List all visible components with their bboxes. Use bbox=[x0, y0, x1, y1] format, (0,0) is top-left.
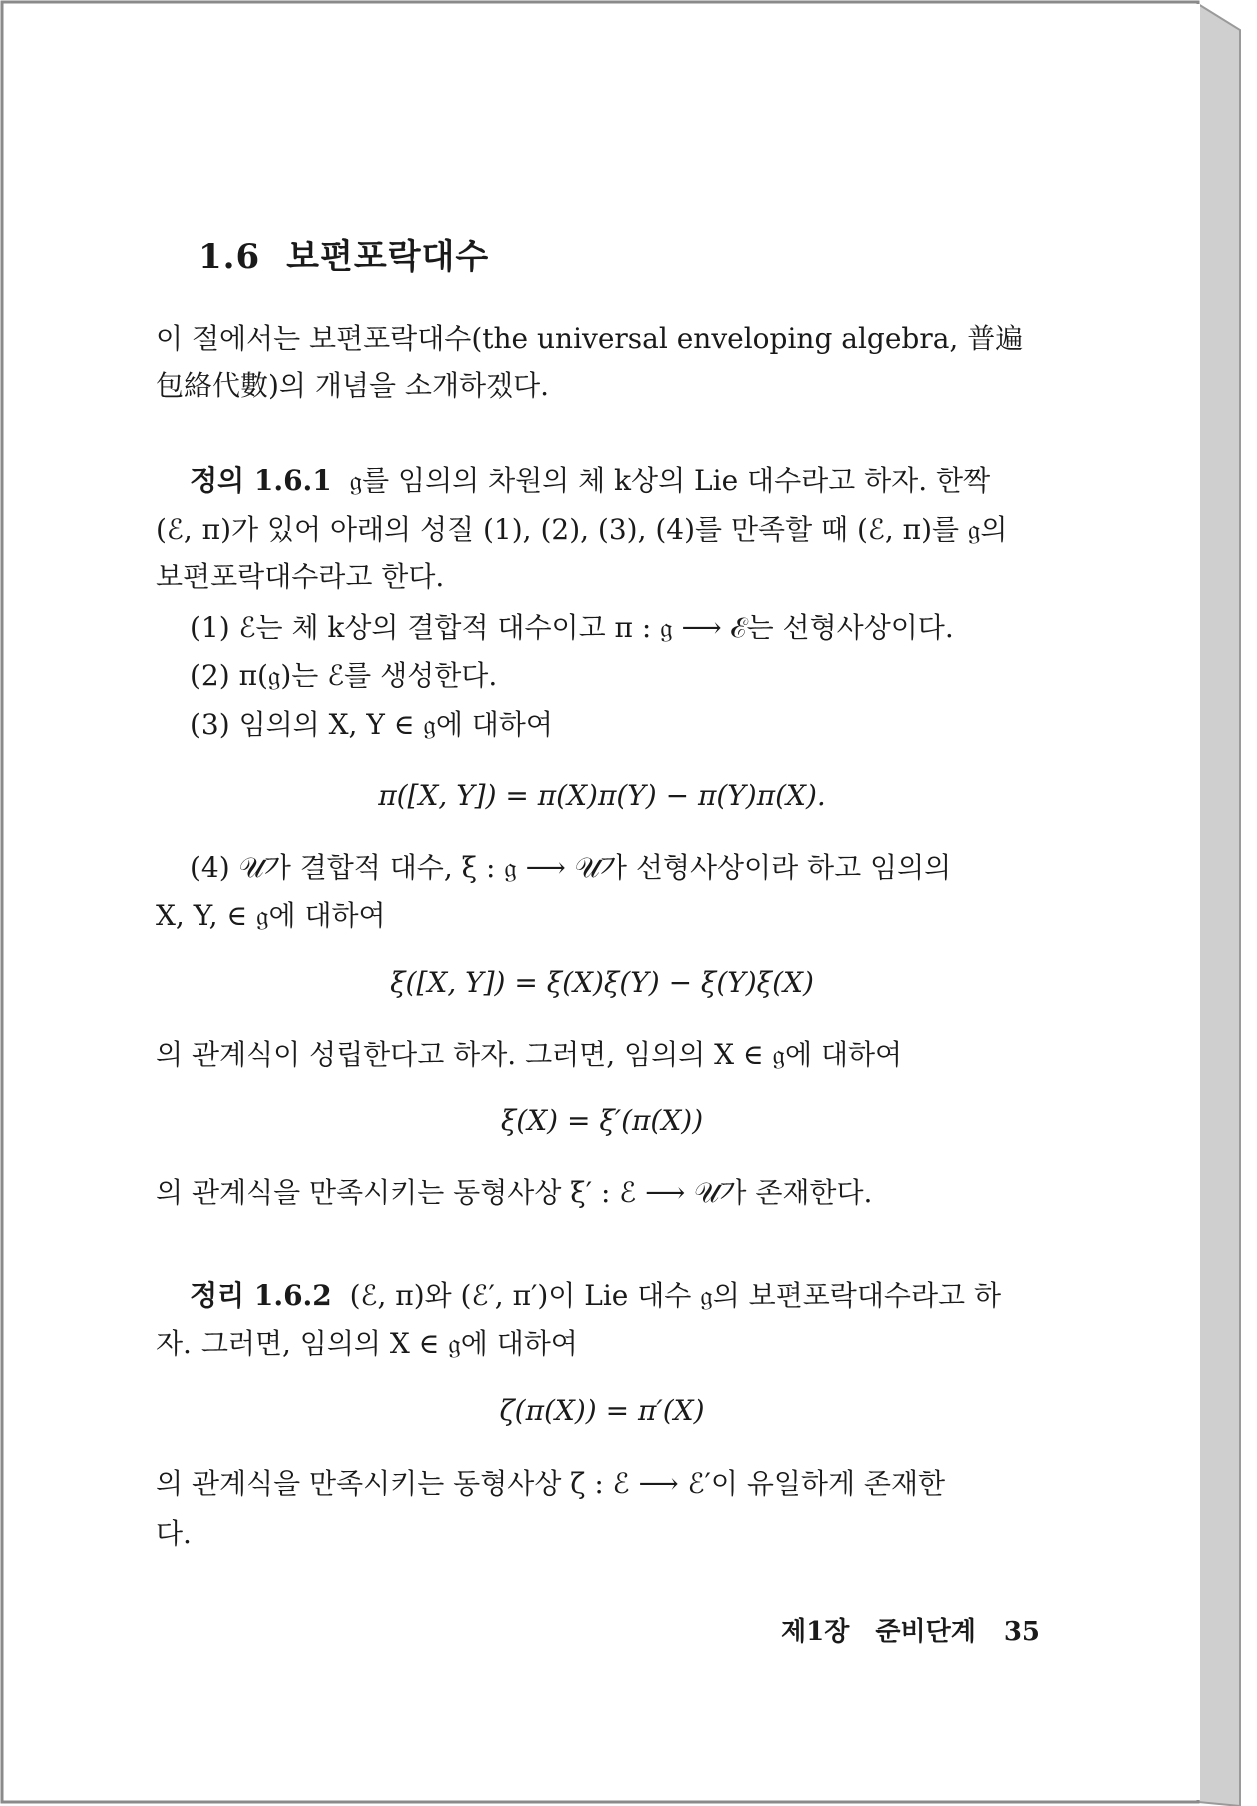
page-number: 35 bbox=[1003, 1617, 1040, 1647]
theorem-line-3: 의 관계식을 만족시키는 동형사상 ζ : ℰ ⟶ ℰ′이 유일하게 존재한 bbox=[156, 1467, 946, 1500]
equation-zeta: ζ(π(X)) = π′(X) bbox=[499, 1394, 705, 1427]
theorem-first-line bbox=[190, 1272, 1001, 1320]
section-heading bbox=[198, 229, 489, 278]
theorem-label: 정리 1.6.2 bbox=[190, 1279, 332, 1312]
equation-pi-bracket: π([X, Y]) = π(X)π(Y) − π(Y)π(X). bbox=[378, 779, 826, 812]
definition-item-4a: (4) 𝒰가 결합적 대수, ξ : 𝔤 ⟶ 𝒰가 선형사상이라 하고 임의의 bbox=[190, 851, 952, 884]
section-number: 1.6 bbox=[198, 237, 261, 277]
book-page bbox=[4, 4, 1200, 1800]
intro-line-1: 이 절에서는 보편포락대수(the universal enveloping algebra, 普遍 bbox=[156, 322, 1024, 355]
definition-item-1: (1) ℰ는 체 k상의 결합적 대수이고 π : 𝔤 ⟶ ℰ는 선형사상이다. bbox=[190, 611, 954, 644]
footer-chapter: 제1장 bbox=[781, 1617, 850, 1647]
intro-line-2: 包絡代數)의 개념을 소개하겠다. bbox=[156, 369, 550, 402]
theorem-line-4: 다. bbox=[156, 1517, 192, 1550]
definition-line-5: 의 관계식을 만족시키는 동형사상 ξ′ : ℰ ⟶ 𝒰가 존재한다. bbox=[156, 1176, 873, 1209]
page-footer bbox=[781, 1611, 1040, 1648]
definition-line-1: 𝔤를 임의의 차원의 체 k상의 Lie 대수라고 하자. 한짝 bbox=[349, 464, 991, 497]
definition-line-2: (ℰ, π)가 있어 아래의 성질 (1), (2), (3), (4)를 만족할 때 (ℰ, π)를 𝔤의 bbox=[156, 513, 1008, 546]
definition-label: 정의 1.6.1 bbox=[190, 464, 332, 497]
definition-item-3: (3) 임의의 X, Y ∈ 𝔤에 대하여 bbox=[190, 708, 553, 741]
equation-xi-bracket: ξ([X, Y]) = ξ(X)ξ(Y) − ξ(Y)ξ(X) bbox=[390, 966, 814, 999]
definition-line-4: 의 관계식이 성립한다고 하자. 그러면, 임의의 X ∈ 𝔤에 대하여 bbox=[156, 1038, 903, 1071]
definition-first-line bbox=[190, 457, 990, 505]
theorem-line-2: 자. 그러면, 임의의 X ∈ 𝔤에 대하여 bbox=[156, 1327, 578, 1360]
footer-title: 준비단계 bbox=[875, 1617, 976, 1647]
section-title: 보편포락대수 bbox=[286, 237, 490, 277]
definition-item-4b: X, Y, ∈ 𝔤에 대하여 bbox=[156, 899, 386, 932]
equation-xi-prime: ξ(X) = ξ′(π(X)) bbox=[500, 1104, 704, 1137]
definition-item-2: (2) π(𝔤)는 ℰ를 생성한다. bbox=[190, 659, 498, 692]
theorem-line-1: (ℰ, π)와 (ℰ′, π′)이 Lie 대수 𝔤의 보편포락대수라고 하 bbox=[349, 1279, 1001, 1312]
definition-line-3: 보편포락대수라고 한다. bbox=[156, 560, 445, 593]
